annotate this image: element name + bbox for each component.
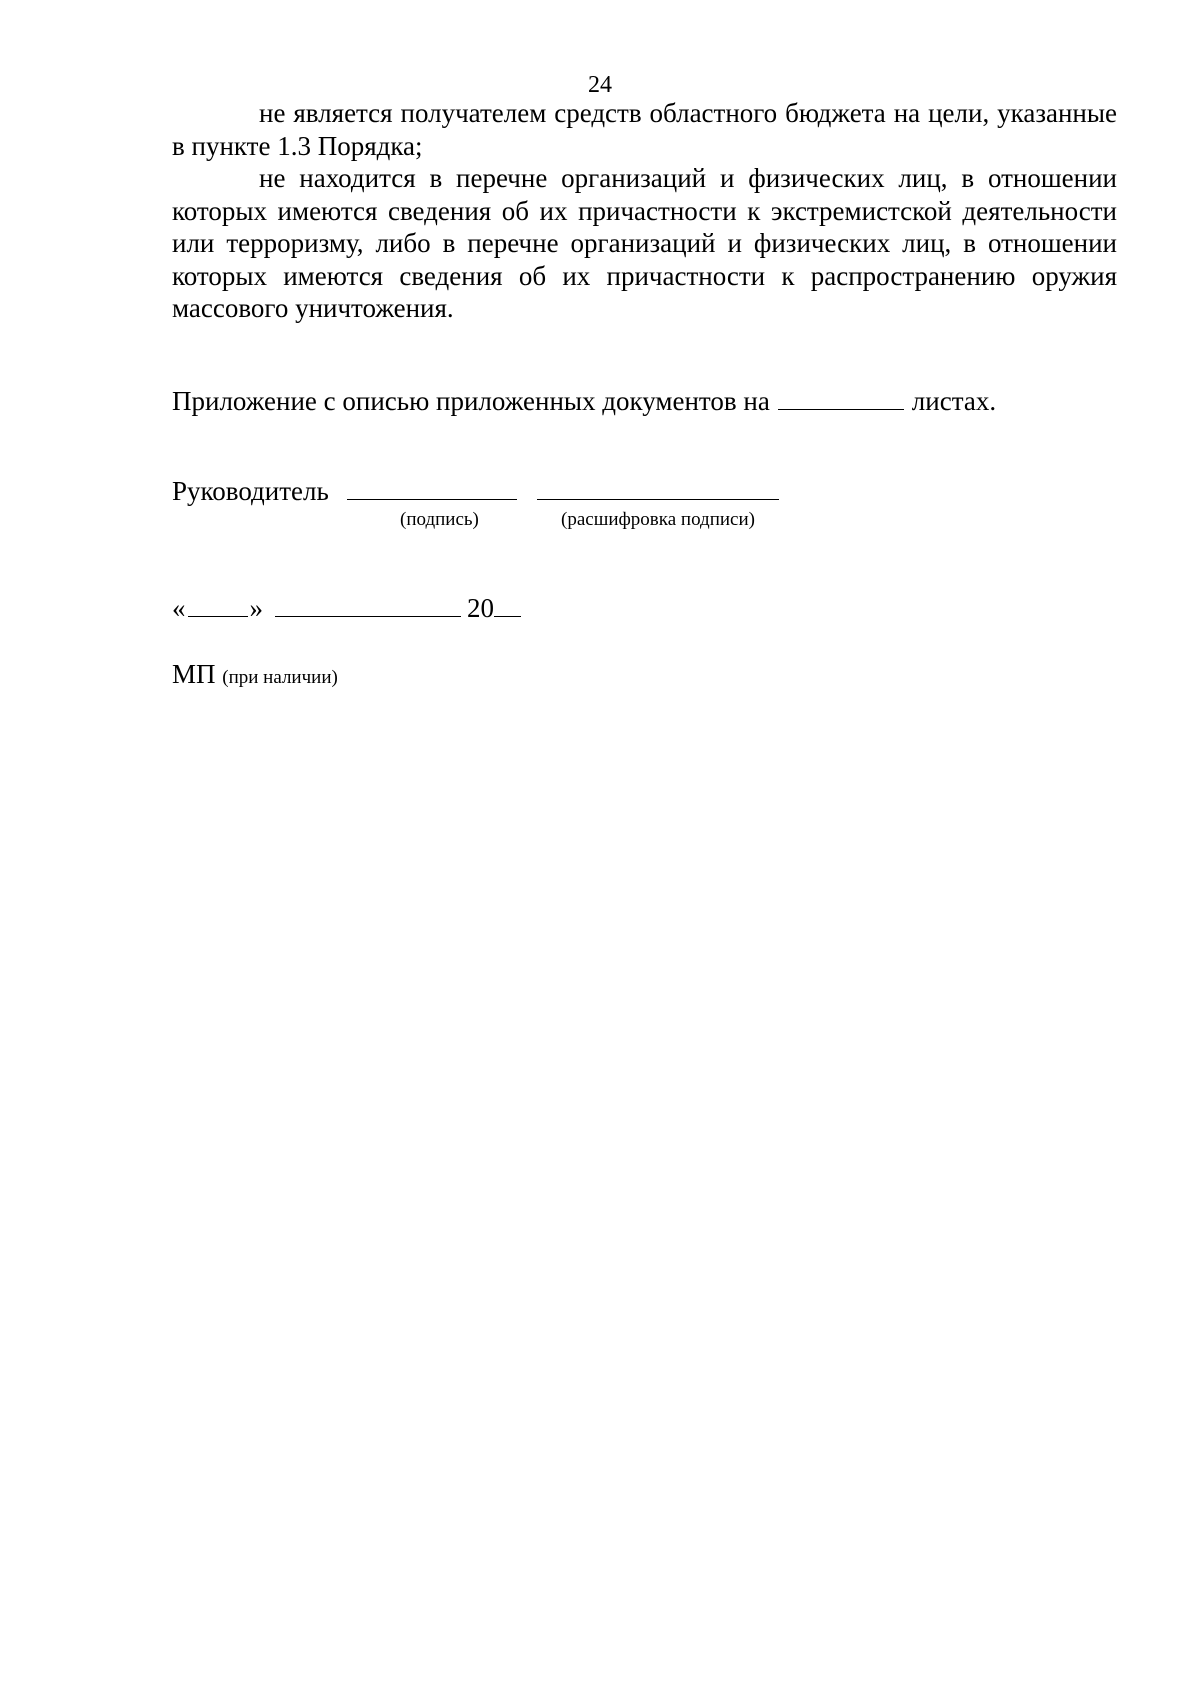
page-number: 24 bbox=[588, 72, 612, 98]
stamp-line bbox=[172, 658, 338, 694]
date-line bbox=[172, 592, 521, 624]
stamp-note: (при наличии) bbox=[222, 667, 338, 688]
date-year-prefix: 20 bbox=[467, 593, 494, 623]
signature-name-blank bbox=[537, 477, 779, 500]
date-year-blank bbox=[494, 594, 521, 617]
stamp-label: МП bbox=[172, 659, 216, 689]
signature-caption: (подпись) bbox=[400, 509, 479, 530]
paragraph-extremism-list: не находится в перечне организаций и физических лиц, в отношении которых имеются сведения об их причастности к экстремистской деятельности или терроризму, либо в перечне организаций и физических лиц, в отношении которых имеются сведения об их причастности к распространению оружия массового уничтожения. bbox=[172, 163, 1117, 323]
signature-blank bbox=[347, 477, 517, 500]
signature-name-caption: (расшифровка подписи) bbox=[561, 509, 755, 530]
date-month-blank bbox=[275, 594, 461, 617]
body-text bbox=[172, 97, 1117, 325]
date-day-blank bbox=[188, 594, 248, 617]
attachment-suffix: листах. bbox=[911, 386, 997, 416]
signature-line bbox=[172, 475, 779, 507]
attachment-line bbox=[172, 385, 996, 417]
attachment-prefix: Приложение с описью приложенных документов на bbox=[172, 386, 770, 416]
signature-role: Руководитель bbox=[172, 476, 329, 506]
sheets-count-blank bbox=[778, 387, 904, 410]
paragraph-budget-recipient: не является получателем средств областного бюджета на цели, указанные в пункте 1.3 Порядка; bbox=[172, 98, 1117, 161]
date-close-quote: » bbox=[249, 593, 263, 623]
date-open-quote: « bbox=[172, 593, 186, 623]
